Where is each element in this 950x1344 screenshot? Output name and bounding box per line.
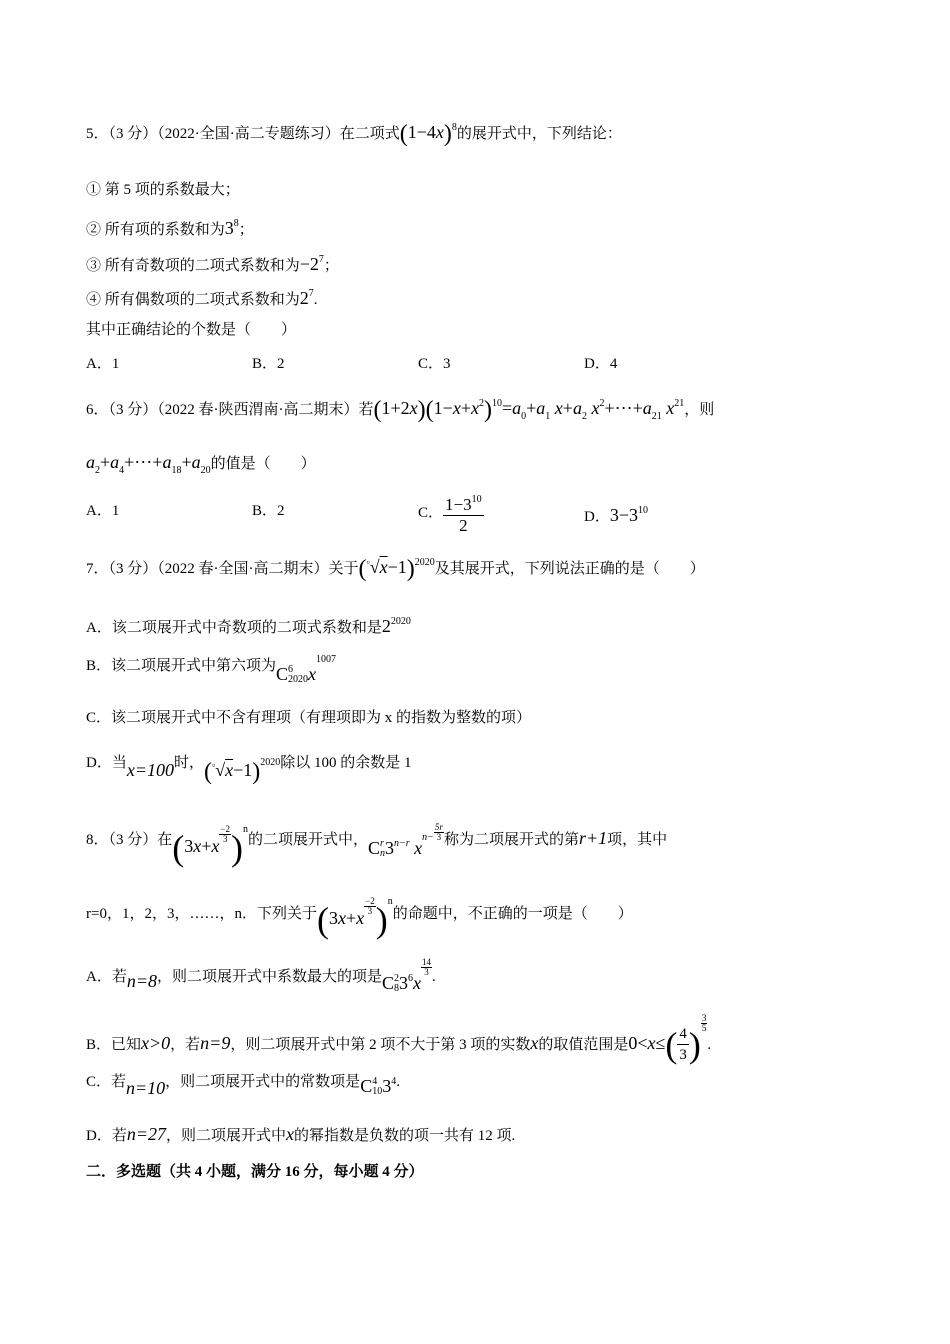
q5-exp: 8 <box>451 122 457 133</box>
q7-option-d[interactable]: D．当x=100时，$(^▫√x-1)^{2020}$除以 100 的余数是 1 <box>86 755 412 785</box>
q6-option-b[interactable]: B．2 <box>252 503 285 519</box>
q6-sum-expr: $a_2+a_4+\cdot\cdot\cdot+a_{18}+a_{20}$ <box>86 452 211 476</box>
q6-option-a[interactable]: A．1 <box>86 503 120 519</box>
q5-statement-2: ② 所有项的系数和为$3^8$； <box>86 218 254 238</box>
q7-option-a[interactable]: A．该二项展开式中奇数项的二项式系数和是$2^{2020}$ <box>86 616 411 636</box>
q8-expr: (3x+x $\frac{-2}{3}$ )$^n$ <box>172 824 248 868</box>
q6-ask: $a_2+a_4+\cdot\cdot\cdot+a_{18}+a_{20}$的值是（ ） <box>86 452 316 476</box>
q5-statement-1: ① 第 5 项的系数最大； <box>86 182 240 198</box>
q6-option-d[interactable]: D．$3-3^{10}$ <box>584 505 648 525</box>
q8-option-b[interactable]: B．已知x>0，若n=9，则二项展开式中第 2 项不大于第 3 项的实数x的取值范围是0<x≤( $\frac{4}{3}$ ) $\frac{3}{5}$ . <box>86 1013 712 1065</box>
q5-suffix: 的展开式中，下列结论： <box>456 126 622 142</box>
q8-line2: r=0，1，2，3，……，n．下列关于(3x+x $\frac{-2}{3}$ )$^n$的命题中，不正确的一项是（ ） <box>86 896 633 940</box>
q5-question: 其中正确结论的个数是（ ） <box>86 322 297 338</box>
q5-option-d[interactable]: D．4 <box>584 356 618 372</box>
q6-equation: $(1+2x)(1-x+x^2)^{10}=a_0+a_1$ $x+a_2$ $x^2+\cdot\cdot\cdot+a_{21}$ $x^{21}$ <box>373 396 685 423</box>
section-heading: 二．多选题（共 4 小题，满分 16 分，每小题 4 分） <box>86 1164 424 1180</box>
q5-stem <box>86 118 622 147</box>
q6-option-c[interactable]: C． $\frac{1-3^{10}}{2}$ <box>418 490 484 536</box>
q8-stem: 8．（3 分）在(3x+x $\frac{-2}{3}$ )$^n$的二项展开式中，C r n $3^{n-r}$ $x^{n-}$ $\frac{5r}{3}$ 称为二项展开式的第r+1项，其中 <box>86 822 668 868</box>
q6-stem: 6．（3 分）（2022 春·陕西渭南·高二期末）若$(1+2x)(1-x+x^2)^{10}=a_0+a_1$ $x+a_2$ $x^2+\cdot\cdot\cdot+a_{21}$ $x^{21}$，则 <box>86 396 715 423</box>
q7-stem: 7．（3 分）（2022 春·全国·高二期末）关于$(^▫√x-1)^{2020}$及其展开式，下列说法正确的是（ ） <box>86 555 705 582</box>
q5-expr: (1−4x) <box>399 120 452 147</box>
q5-option-a[interactable]: A．1 <box>86 356 120 372</box>
q7-option-b[interactable]: B．该二项展开式中第六项为C 6 2020 $x^{1007}$ <box>86 654 337 685</box>
q8-option-d[interactable]: D．若n=27，则二项展开式中x的幂指数是负数的项一共有 12 项. <box>86 1124 516 1144</box>
q8-option-a[interactable]: A．若n=8，则二项展开式中系数最大的项是C 2 8 $3^6x$ $\frac{14}{3}$ . <box>86 957 436 994</box>
q7-option-c[interactable]: C．该二项展开式中不含有理项（有理项即为 x 的指数为整数的项） <box>86 710 532 726</box>
q5-prefix: 5．（3 分）（2022·全国·高二专题练习）在二项式 <box>86 126 400 142</box>
q8-option-c[interactable]: C．若n=10，则二项展开式中的常数项是C 4 10 $3^4$. <box>86 1074 400 1098</box>
q5-option-c[interactable]: C．3 <box>418 356 451 372</box>
q5-statement-3: ③ 所有奇数项的二项式系数和为$-2^7$； <box>86 254 339 274</box>
q5-option-b[interactable]: B．2 <box>252 356 285 372</box>
q5-statement-4: ④ 所有偶数项的二项式系数和为$2^7$. <box>86 288 318 308</box>
q8-general-term: C r n $3^{n-r}$ $x^{n-}$ $\frac{5r}{3}$ <box>368 822 443 859</box>
q7-expr: (▫√x−1) <box>358 555 415 582</box>
